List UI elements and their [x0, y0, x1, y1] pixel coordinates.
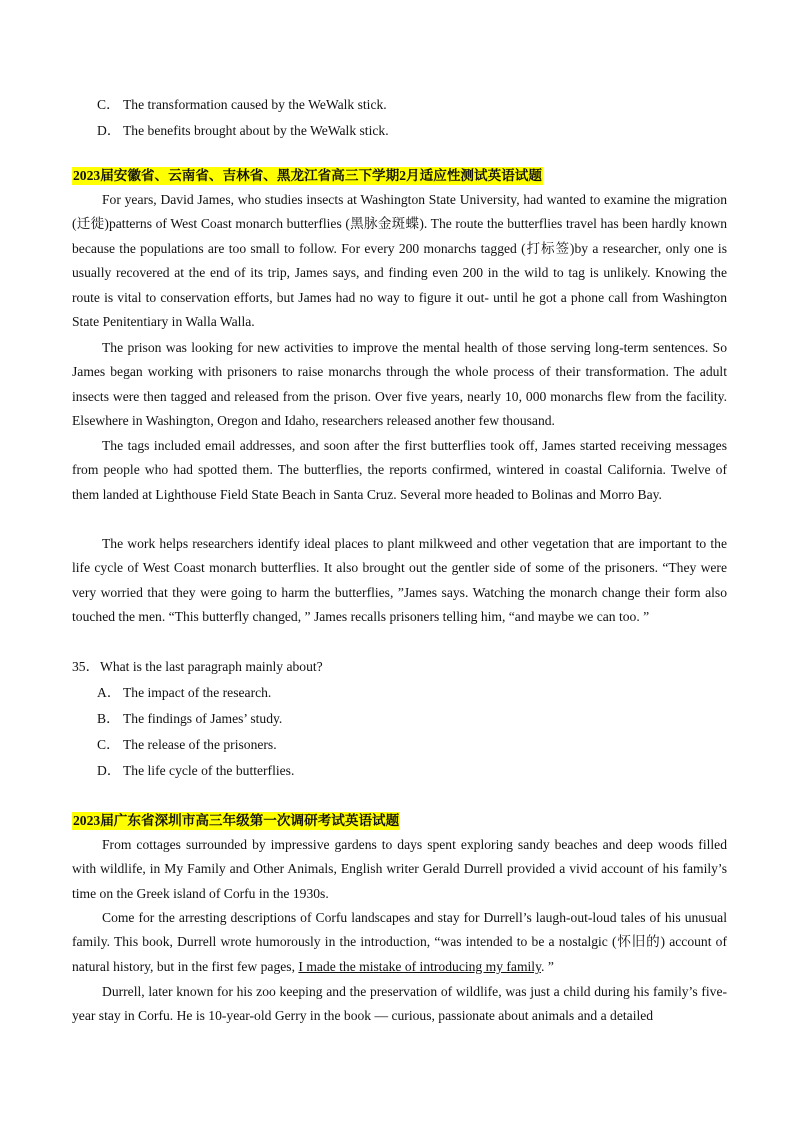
question-number: 35． [72, 659, 100, 674]
question-35 [72, 658, 323, 676]
prev-option-c[interactable] [97, 96, 387, 114]
q35-option-d[interactable] [97, 762, 294, 780]
option-text: The impact of the research. [123, 685, 272, 700]
passage2-source-heading: 2023届广东省深圳市高三年级第一次调研考试英语试题 [73, 813, 400, 828]
option-letter: D． [97, 123, 121, 138]
paragraph-text: Come for the arresting descriptions of Corfu landscapes and stay for Durrell’s laugh-out-loud tales of his unusual family. This book, Durrell wrote humorously in the introduction, “was intended to be a nostalgic (怀旧的) account of natural history, but in the first few pages, [72, 910, 727, 974]
passage2-paragraph-1: From cottages surrounded by impressive gardens to days spent exploring sandy beaches and deep woods filled with wildlife, in My Family and Other Animals, English writer Gerald Durrell provided a vivid account of his family’s time on the Greek island of Corfu in the 1930s. [72, 837, 727, 901]
option-letter: C． [97, 737, 120, 752]
option-text: The benefits brought about by the WeWalk stick. [123, 123, 389, 138]
option-letter: D． [97, 763, 121, 778]
passage1-source-heading: 2023届安徽省、云南省、吉林省、黑龙江省高三下学期2月适应性测试英语试题 [73, 168, 542, 183]
passage1-paragraph-1: For years, David James, who studies insects at Washington State University, had wanted to examine the migration (迁徙)patterns of West Coast monarch butterflies (黑脉金斑蝶). The route the butterflies travel has been hardly known because the populations are too small to follow. For every 200 monarchs tagged (打标签)by a researcher, only one is usually recovered at the end of its trip, James says, and finding even 200 in the wild to tag is unlikely. Knowing the route is vital to conservation efforts, but James had no way to figure it out- until he got a phone call from Washington State Penitentiary in Walla Walla. [72, 192, 727, 330]
question-text: What is the last paragraph mainly about? [100, 659, 323, 674]
option-text: The transformation caused by the WeWalk stick. [123, 97, 387, 112]
option-letter: C． [97, 97, 120, 112]
q35-option-b[interactable] [97, 710, 282, 728]
passage2-paragraph-3: Durrell, later known for his zoo keeping and the preservation of wildlife, was just a child during his family’s five-year stay in Corfu. He is 10-year-old Gerry in the book — curious, passionate about animals and a detailed [72, 984, 727, 1024]
paragraph-text-end: . ” [541, 958, 554, 974]
underlined-sentence: I made the mistake of introducing my family [298, 958, 542, 974]
passage1-paragraph-4: The work helps researchers identify ideal places to plant milkweed and other vegetation that are important to the life cycle of West Coast monarch butterflies. It also brought out the gentler side of some of the prisoners. “They were very worried that they were going to harm the butterflies, ”James says. Watching the monarch change their form also touched the men. “This butterfly changed, ” James recalls prisoners telling him, “and maybe we can too. ” [72, 536, 727, 625]
option-text: The findings of James’ study. [123, 711, 283, 726]
q35-option-a[interactable] [97, 684, 271, 702]
option-letter: B． [97, 711, 120, 726]
passage2-paragraph-2 [72, 906, 727, 979]
option-letter: A． [97, 685, 121, 700]
option-text: The release of the prisoners. [123, 737, 277, 752]
passage1-paragraph-3: The tags included email addresses, and soon after the first butterflies took off, James started receiving messages from people who had spotted them. The butterflies, the reports confirmed, wintered in coastal California. Twelve of them landed at Lighthouse Field State Beach in Santa Cruz. Several more headed to Bolinas and Morro Bay. [72, 438, 727, 502]
prev-option-d[interactable] [97, 122, 389, 140]
passage1-paragraph-2: The prison was looking for new activities to improve the mental health of those serving long-term sentences. So James began working with prisoners to raise monarchs through the whole process of their transformation. The adult insects were then tagged and released from the prison. Over five years, nearly 10, 000 monarchs flew from the facility. Elsewhere in Washington, Oregon and Idaho, researchers released another few thousand. [72, 340, 727, 429]
q35-option-c[interactable] [97, 736, 277, 754]
option-text: The life cycle of the butterflies. [123, 763, 295, 778]
